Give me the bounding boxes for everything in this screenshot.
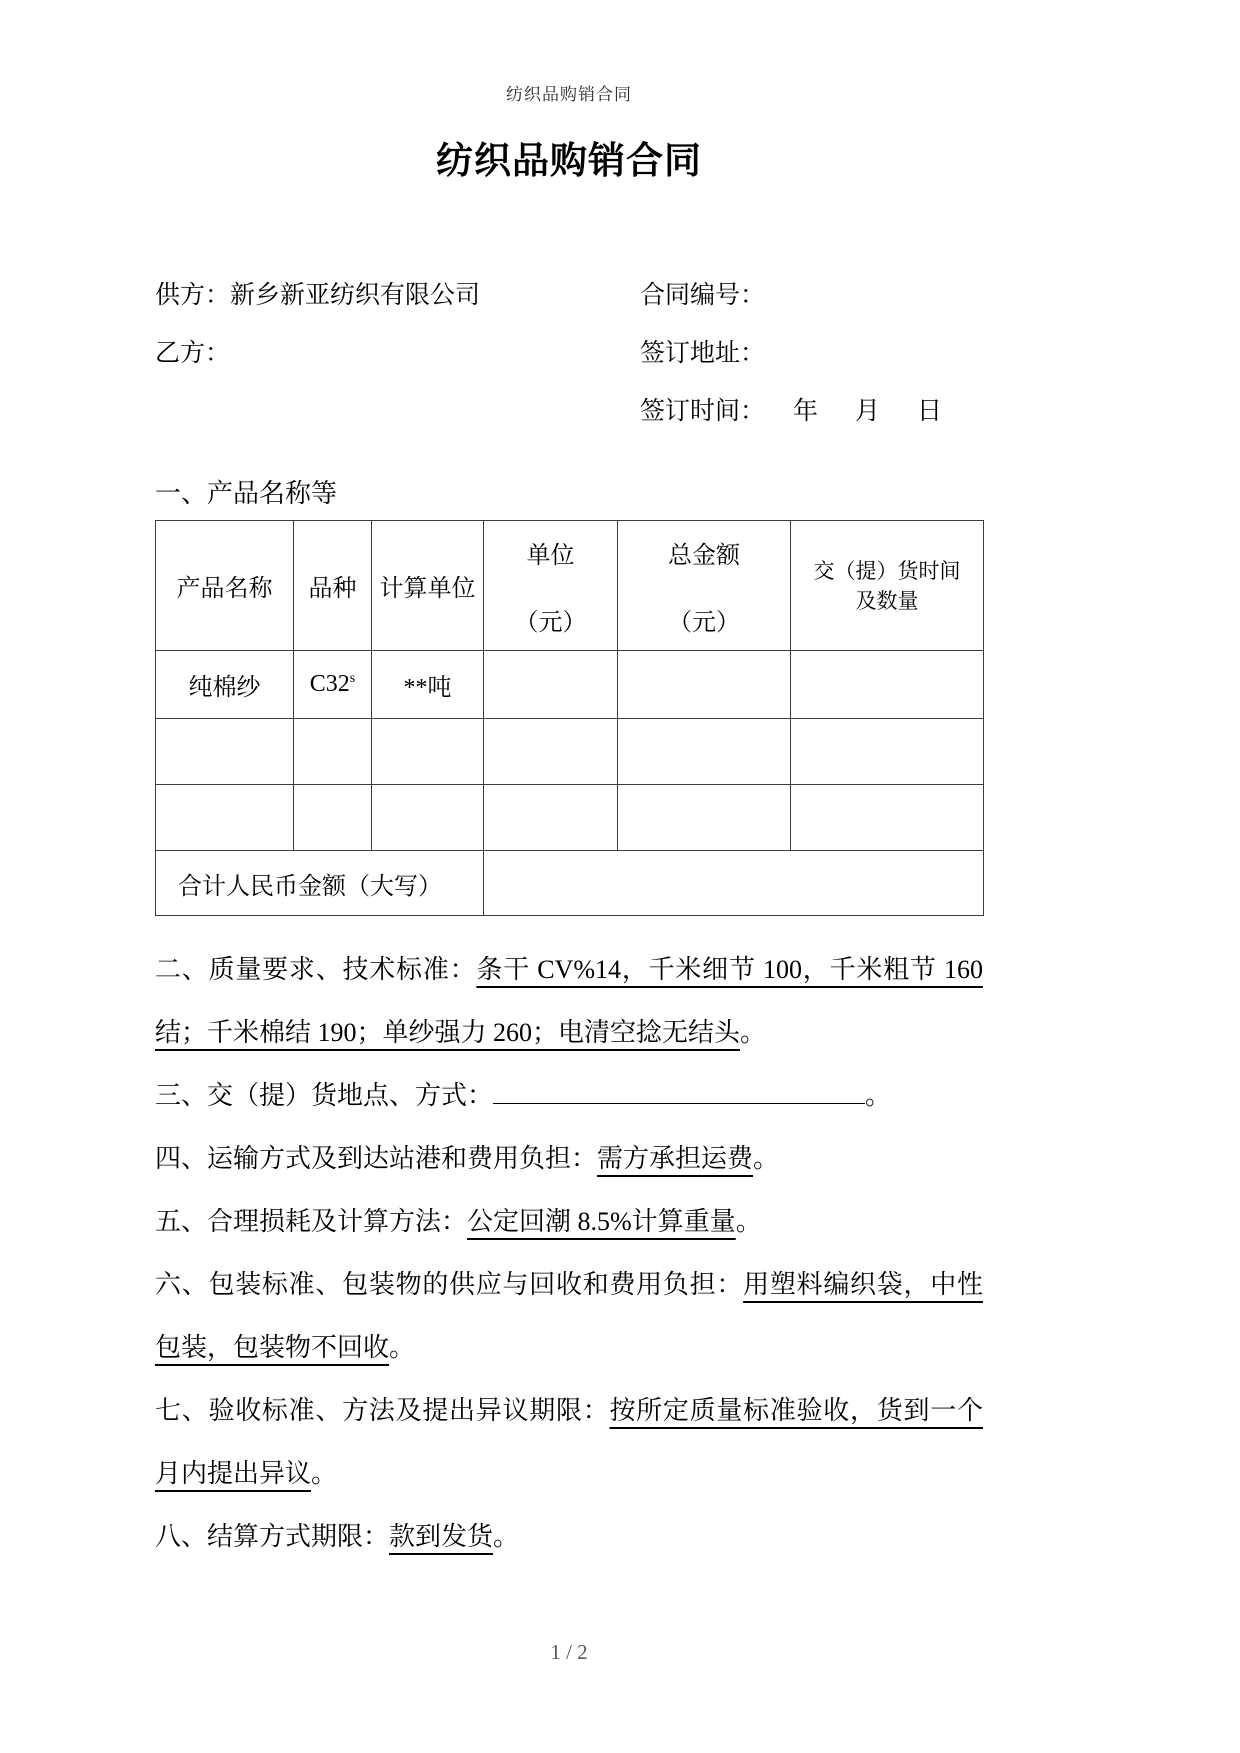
clause-label: 六、包装标准、包装物的供应与回收和费用负担：	[155, 1270, 744, 1299]
empty-cell	[156, 785, 294, 851]
empty-cell	[791, 785, 984, 851]
empty-cell	[294, 785, 372, 851]
document-header-text: 纺织品购销合同	[506, 85, 632, 104]
clause-label: 八、结算方式期限：	[155, 1522, 390, 1551]
contract-info-block	[155, 275, 983, 449]
clause-value: 公定回潮 8.5%计算重量	[467, 1207, 736, 1236]
clause-label: 二、质量要求、技术标准：	[155, 955, 477, 984]
clause-label: 四、运输方式及到达站港和费用负担：	[155, 1144, 598, 1173]
clause-suffix: 。	[753, 1144, 780, 1173]
col-header-total-amount-line2: （元）	[668, 609, 740, 636]
clause-value: 款到发货	[389, 1522, 494, 1551]
empty-cell	[618, 719, 791, 785]
sign-time-field	[640, 391, 983, 427]
cell-product-name: 纯棉纱	[156, 651, 294, 719]
col-header-delivery-line1: 交（提）货时间	[813, 558, 961, 583]
clause-settlement	[155, 1505, 983, 1568]
clause-reasonable-loss	[155, 1190, 983, 1253]
clause-suffix: 。	[740, 1018, 767, 1047]
empty-cell	[372, 785, 484, 851]
col-header-unit-price-line1: 单位	[526, 542, 575, 569]
page-title: 纺织品购销合同	[436, 140, 702, 181]
cell-unit-price	[484, 651, 618, 719]
info-row-supplier	[155, 275, 983, 333]
clause-delivery-place	[155, 1064, 983, 1127]
table-row-empty-1	[156, 719, 984, 785]
empty-cell	[294, 719, 372, 785]
col-header-product: 产品名称	[156, 521, 294, 651]
empty-cell	[156, 719, 294, 785]
section-one-heading: 一、产品名称等	[155, 479, 338, 508]
contract-no-label: 合同编号：	[640, 282, 766, 309]
clause-value: 用塑料编织袋，中性包装，包装物不回收	[155, 1270, 983, 1362]
clause-label: 七、验收标准、方法及提出异议期限：	[155, 1396, 610, 1425]
table-row-product-1	[156, 651, 984, 719]
table-total-row	[156, 851, 984, 916]
empty-cell	[372, 719, 484, 785]
clause-suffix: 。	[735, 1207, 762, 1236]
table-row-empty-2	[156, 785, 984, 851]
contract-no-field	[640, 275, 983, 311]
total-amount-words-value	[484, 851, 984, 916]
clause-label: 五、合理损耗及计算方法：	[155, 1207, 468, 1236]
clause-packaging	[155, 1253, 983, 1379]
buyer-label: 乙方：	[155, 340, 231, 367]
clause-transport	[155, 1127, 983, 1190]
sign-time-label: 签订时间：	[640, 398, 766, 425]
sign-time-value: 年 月 日	[793, 398, 949, 425]
col-header-delivery	[791, 521, 984, 651]
fill-in-blank	[493, 1078, 865, 1104]
col-header-total-amount-line1: 总金额	[668, 542, 740, 569]
col-header-total-amount	[618, 521, 791, 651]
table-header-row	[156, 521, 984, 651]
col-header-variety: 品种	[294, 521, 372, 651]
clause-value: 条干 CV%14，千米细节 100，千米粗节 160 结；千米棉结 190；单纱强力 260；电清空捻无结头	[155, 955, 983, 1047]
empty-cell	[484, 785, 618, 851]
cell-delivery	[791, 651, 984, 719]
variety-base: C32	[309, 671, 350, 697]
clause-label: 三、交（提）货地点、方式：	[155, 1081, 494, 1110]
empty-cell	[484, 719, 618, 785]
buyer-field	[155, 333, 640, 369]
empty-cell	[618, 785, 791, 851]
col-header-calc-unit: 计算单位	[372, 521, 484, 651]
products-table	[155, 520, 984, 916]
contract-clauses	[155, 938, 983, 1568]
total-amount-words-label: 合计人民币金额（大写）	[156, 851, 484, 916]
clause-inspection	[155, 1379, 983, 1505]
clause-value: 需方承担运费	[597, 1144, 754, 1173]
page-number-indicator: 1 / 2	[550, 1640, 588, 1664]
supplier-name: 新乡新亚纺织有限公司	[230, 282, 481, 309]
sign-place-label: 签订地址：	[640, 340, 766, 367]
sign-place-field	[640, 333, 983, 369]
variety-superscript: s	[349, 671, 356, 686]
cell-total-amount	[618, 651, 791, 719]
info-row-buyer	[155, 333, 983, 391]
clause-value: 按所定质量标准验收，货到一个月内提出异议	[155, 1396, 983, 1488]
info-row-sign-time	[155, 391, 983, 449]
cell-calc-unit: **吨	[372, 651, 484, 719]
supplier-field	[155, 275, 640, 311]
clause-quality	[155, 938, 983, 1064]
col-header-unit-price-line2: （元）	[514, 609, 587, 636]
col-header-unit-price	[484, 521, 618, 651]
col-header-delivery-line2: 及数量	[855, 588, 919, 613]
clause-suffix: 。	[389, 1333, 416, 1362]
clause-suffix: 。	[865, 1081, 892, 1110]
clause-suffix: 。	[493, 1522, 520, 1551]
empty-cell	[791, 719, 984, 785]
supplier-label: 供方：	[155, 282, 231, 309]
cell-variety	[294, 651, 372, 719]
clause-suffix: 。	[311, 1459, 338, 1488]
